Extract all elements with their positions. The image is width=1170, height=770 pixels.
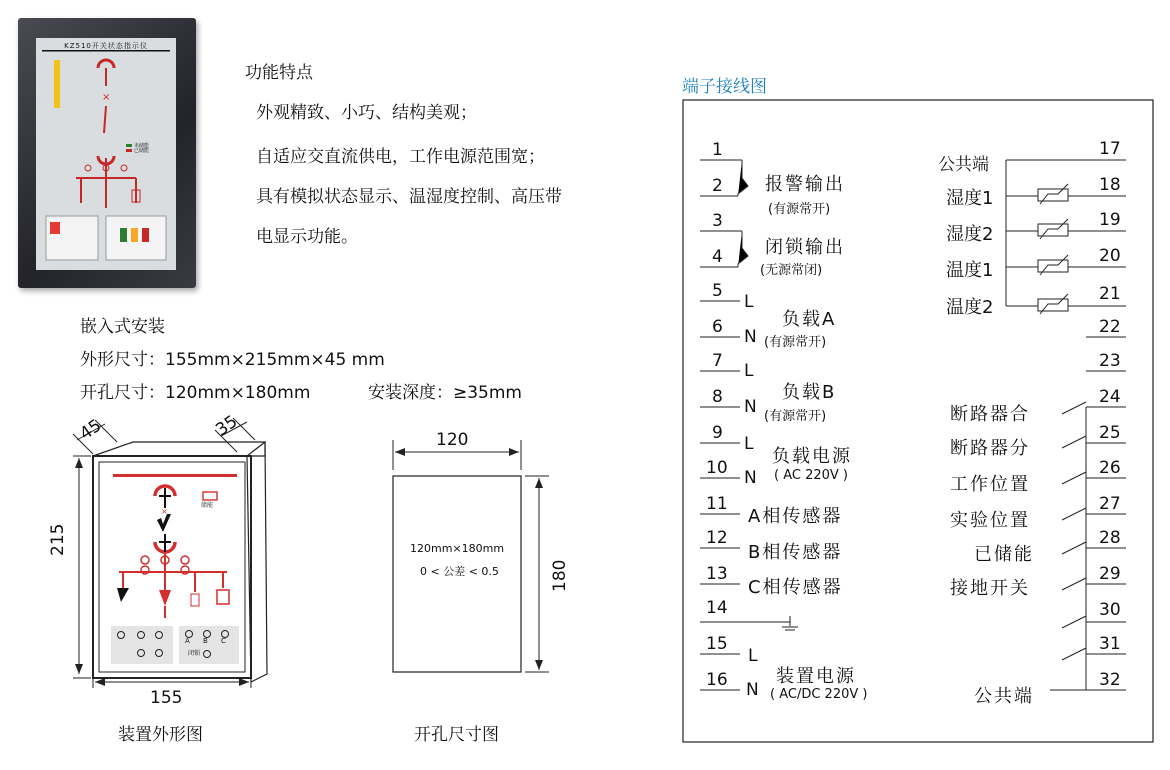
terminal-26: 26: [1099, 458, 1121, 478]
terminal-16: 16: [706, 670, 728, 690]
terminal-29: 29: [1099, 564, 1121, 584]
device-power-sub: ( AC/DC 220V ): [770, 687, 868, 702]
sensor-c-label: C相传感器: [748, 577, 843, 598]
terminal-24: 24: [1099, 387, 1121, 407]
earthing-switch-label: 接地开关: [950, 578, 1030, 599]
install-cutout-size: 开孔尺寸：120mm×180mm: [80, 383, 311, 403]
humidity-1-label: 湿度1: [946, 188, 994, 209]
terminal-14: 14: [706, 598, 728, 618]
alarm-sub: (有源常开): [768, 202, 831, 217]
mark-15: L: [748, 646, 758, 666]
test-position-label: 实验位置: [950, 510, 1030, 531]
terminal-22: 22: [1099, 317, 1121, 337]
terminal-6: 6: [712, 317, 723, 337]
install-depth: 安装深度：≥35mm: [368, 383, 522, 403]
common-top-label: 公共端: [938, 155, 989, 175]
stored-energy-label: 已储能: [974, 544, 1034, 565]
lockout-label: 闭锁输出: [765, 237, 845, 258]
terminal-25: 25: [1099, 423, 1121, 443]
alarm-label: 报警输出: [765, 174, 845, 195]
device-photo-legend-1: 未储能: [134, 143, 150, 149]
work-position-label: 工作位置: [950, 474, 1030, 495]
terminal-31: 31: [1099, 634, 1121, 654]
install-type: 嵌入式安装: [80, 317, 165, 337]
terminal-11: 11: [706, 494, 728, 514]
terminal-9: 9: [712, 423, 723, 443]
features-heading: 功能特点: [245, 63, 313, 83]
svg-text:×: ×: [161, 507, 168, 516]
outline-abc-a: A: [185, 637, 190, 645]
outline-dim-depth: 45: [76, 415, 106, 445]
temperature-2-label: 温度2: [946, 297, 994, 318]
terminal-7: 7: [712, 351, 723, 371]
feature-line-3: 具有模拟状态显示、温湿度控制、高压带: [256, 187, 562, 207]
sensor-b-label: B相传感器: [748, 542, 843, 563]
device-power-label: 装置电源: [776, 666, 856, 687]
mark-6: N: [744, 327, 757, 347]
load-b-label: 负载B: [782, 382, 837, 403]
outline-abc-c: C: [221, 637, 226, 645]
terminal-15: 15: [706, 634, 728, 654]
device-photo-title: KZ510开关状态指示仪: [64, 42, 148, 50]
load-b-sub: (有源常开): [764, 409, 827, 424]
terminal-20: 20: [1099, 246, 1121, 266]
terminal-21: 21: [1099, 284, 1121, 304]
svg-text:×: ×: [102, 92, 111, 103]
terminal-1: 1: [712, 140, 723, 160]
mark-8: N: [744, 397, 757, 417]
feature-line-2: 自适应交直流供电，工作电源范围宽；: [256, 147, 545, 167]
temperature-1-label: 温度1: [946, 260, 994, 281]
terminal-2: 2: [712, 176, 723, 196]
terminal-19: 19: [1099, 210, 1121, 230]
install-outer-size: 外形尺寸：155mm×215mm×45 mm: [80, 350, 385, 370]
terminal-3: 3: [712, 211, 723, 231]
outline-storage-label: 储能: [201, 502, 214, 509]
feature-line-1: 外观精致、小巧、结构美观；: [256, 103, 477, 123]
outline-dim-height: 215: [48, 523, 68, 556]
load-a-sub: (有源常开): [764, 335, 827, 350]
load-power-sub: ( AC 220V ): [774, 468, 848, 483]
load-power-label: 负载电源: [772, 446, 852, 467]
terminal-28: 28: [1099, 528, 1121, 548]
terminal-8: 8: [712, 387, 723, 407]
cutout-dim-height: 180: [550, 559, 570, 592]
cutout-inner-line2: 0 < 公差 < 0.5: [420, 565, 499, 578]
outline-caption: 装置外形图: [118, 725, 203, 745]
mark-9: L: [744, 434, 754, 454]
terminal-32: 32: [1099, 670, 1121, 690]
mark-10: N: [744, 468, 757, 488]
terminal-18: 18: [1099, 175, 1121, 195]
load-a-label: 负载A: [782, 309, 837, 330]
terminal-13: 13: [706, 564, 728, 584]
terminal-10: 10: [706, 458, 728, 478]
terminal-23: 23: [1099, 351, 1121, 371]
sensor-a-label: A相传感器: [748, 506, 843, 527]
terminal-12: 12: [706, 528, 728, 548]
wiring-title: 端子接线图: [682, 77, 767, 97]
outline-dim-depth2: 35: [212, 411, 242, 441]
mark-5: L: [744, 292, 754, 312]
breaker-open-label: 断路器分: [950, 438, 1030, 459]
mark-16: N: [746, 680, 759, 700]
device-photo-legend-2: 已储能: [134, 148, 150, 154]
cutout-inner-line1: 120mm×180mm: [410, 542, 505, 555]
terminal-17: 17: [1099, 139, 1121, 159]
outline-abc-b: B: [203, 637, 208, 645]
outline-dim-width: 155: [150, 688, 183, 708]
outline-lock-label: 闭锁: [188, 650, 201, 657]
cutout-dim-width: 120: [436, 430, 469, 450]
cutout-caption: 开孔尺寸图: [414, 725, 499, 745]
terminal-30: 30: [1099, 600, 1121, 620]
common-bottom-label: 公共端: [974, 686, 1034, 707]
lockout-sub: (无源常闭): [760, 263, 823, 278]
terminal-4: 4: [712, 247, 723, 267]
mark-7: L: [744, 361, 754, 381]
humidity-2-label: 湿度2: [946, 224, 994, 245]
terminal-27: 27: [1099, 494, 1121, 514]
feature-line-4: 电显示功能。: [256, 227, 358, 247]
terminal-5: 5: [712, 281, 723, 301]
breaker-close-label: 断路器合: [950, 404, 1030, 425]
